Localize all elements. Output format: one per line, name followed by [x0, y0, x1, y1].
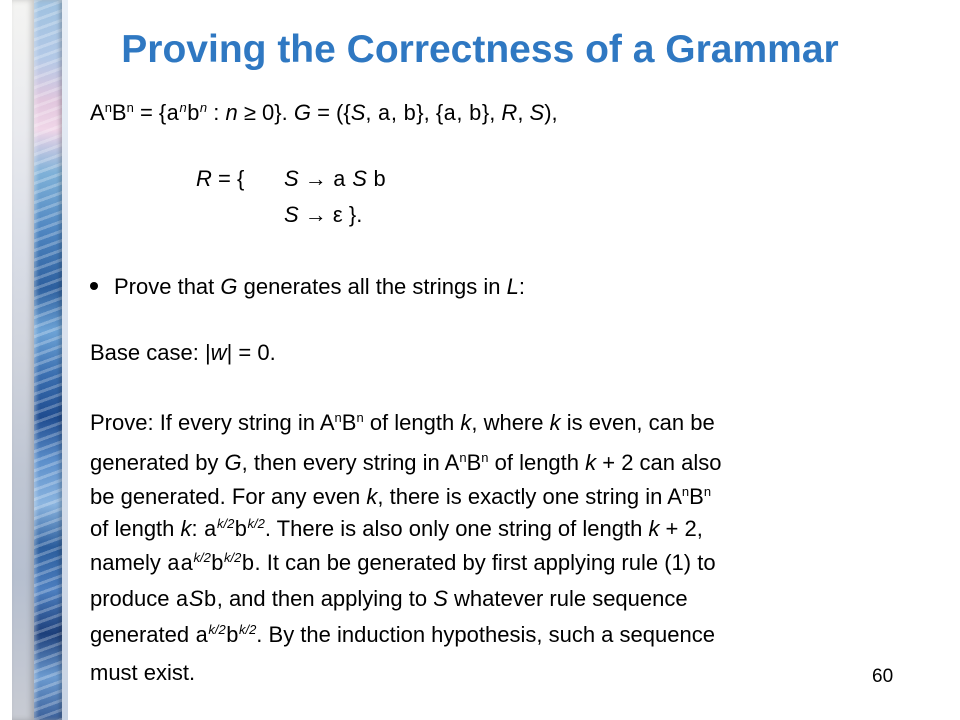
proof-line-8 — [90, 660, 195, 686]
variable: S — [529, 100, 545, 125]
text: Prove: If every string in A — [90, 410, 335, 435]
text: | = 0. — [226, 340, 276, 365]
rule-2 — [284, 202, 362, 228]
text: }, { — [416, 100, 444, 125]
superscript: k/2 — [216, 516, 235, 531]
text: B — [466, 450, 482, 475]
text: + 2, — [659, 516, 703, 541]
text: namely — [90, 550, 168, 575]
variable: G — [224, 450, 242, 475]
superscript: k/2 — [224, 550, 242, 565]
text: of length — [488, 450, 586, 475]
symbol-b: b — [203, 588, 217, 613]
variable: R — [501, 100, 518, 125]
variable: k — [460, 410, 472, 435]
text: + 2 can also — [596, 450, 722, 475]
variable: k — [366, 484, 378, 509]
symbol-b: b — [234, 518, 248, 543]
symbol-b: b — [403, 102, 417, 127]
proof-line-1 — [90, 410, 715, 436]
text: B — [111, 100, 127, 125]
variable: R — [196, 166, 212, 191]
superscript: n — [459, 450, 467, 465]
text: , there is exactly one string in A — [377, 484, 682, 509]
symbol-b: b — [241, 552, 255, 577]
proof-line-3 — [90, 484, 711, 510]
symbol-a: a — [166, 102, 180, 127]
superscript: k/2 — [193, 550, 211, 565]
variable: w — [210, 340, 227, 365]
grammar-definition-line — [90, 100, 558, 128]
text: , then every string in A — [241, 450, 460, 475]
variable: S — [346, 166, 374, 191]
symbol-a: a — [332, 168, 347, 193]
text: , where — [471, 410, 550, 435]
symbol-a: a — [443, 102, 457, 127]
symbol-b: b — [225, 624, 239, 649]
text: . There is also only one string of length — [264, 516, 649, 541]
text: }, — [481, 100, 502, 125]
bullet-icon — [90, 282, 98, 290]
superscript: n — [334, 410, 342, 425]
superscript: k/2 — [238, 622, 257, 637]
arrow: → — [298, 166, 333, 191]
decorative-stripe-pattern — [34, 0, 62, 720]
text: be generated. For any even — [90, 484, 367, 509]
superscript: n — [179, 100, 187, 115]
variable: n — [225, 100, 238, 125]
text: generated — [90, 622, 196, 647]
text: whatever rule sequence — [447, 586, 688, 611]
symbol-a: a — [377, 102, 391, 127]
variable: S — [433, 586, 448, 611]
variable: S — [284, 166, 299, 191]
symbol-a: a — [203, 518, 217, 543]
proof-line-5 — [90, 550, 716, 578]
decorative-stripe-edge — [62, 0, 68, 720]
text: = { — [133, 100, 167, 125]
variable: S — [284, 202, 299, 227]
rule-set-label — [196, 166, 244, 192]
superscript: n — [104, 100, 112, 115]
page-number: 60 — [872, 666, 894, 687]
arrow: → — [298, 202, 333, 227]
text: A — [90, 100, 105, 125]
symbol-aa: aa — [167, 552, 194, 577]
variable: k — [648, 516, 660, 541]
symbol-a: a — [175, 588, 189, 613]
text: Base case: | — [90, 340, 211, 365]
text: B — [341, 410, 357, 435]
text: . It can be generated by first applying rule (1) to — [254, 550, 716, 575]
variable: G — [220, 274, 238, 299]
variable: G — [293, 100, 311, 125]
variable: k — [585, 450, 597, 475]
rule-1 — [284, 166, 386, 194]
text: : — [207, 100, 226, 125]
symbol-a: a — [195, 624, 209, 649]
text: is even, can be — [560, 410, 715, 435]
text: produce — [90, 586, 176, 611]
text: of length — [90, 516, 181, 541]
variable: L — [506, 274, 519, 299]
text: : — [518, 274, 525, 299]
text: generates all the strings in — [237, 274, 507, 299]
superscript: n — [681, 484, 690, 499]
proof-line-6 — [90, 586, 688, 614]
bullet-point — [90, 274, 525, 300]
symbol-b: b — [468, 102, 482, 127]
text: . By the induction hypothesis, such a sequence — [256, 622, 715, 647]
text: : — [191, 516, 204, 541]
superscript: n — [126, 100, 134, 115]
text: = { — [211, 166, 245, 191]
text: must exist. — [90, 660, 196, 685]
text: ≥ 0}. — [237, 100, 294, 125]
text: ), — [544, 100, 558, 125]
superscript: n — [703, 484, 712, 499]
text: }. — [342, 202, 363, 227]
text: generated by — [90, 450, 225, 475]
variable: k — [549, 410, 561, 435]
slide-title: Proving the Correctness of a Grammar — [121, 28, 839, 71]
superscript: n — [356, 410, 364, 425]
variable: k — [180, 516, 192, 541]
superscript: k/2 — [208, 622, 226, 637]
text: , — [517, 100, 530, 125]
variable: S — [188, 586, 204, 611]
text: , and then applying to — [216, 586, 434, 611]
proof-line-2 — [90, 450, 722, 476]
proof-line-4 — [90, 516, 703, 544]
variable: S — [350, 100, 366, 125]
text: of length — [363, 410, 461, 435]
superscript: k/2 — [247, 516, 265, 531]
symbol-b: b — [373, 168, 387, 193]
text: , — [390, 100, 404, 125]
text: Prove that — [114, 274, 221, 299]
superscript: n — [199, 100, 208, 115]
proof-line-7 — [90, 622, 715, 650]
symbol-b: b — [210, 552, 224, 577]
text: B — [689, 484, 704, 509]
decorative-stripe-light — [12, 0, 34, 720]
epsilon: ε — [332, 202, 343, 227]
text: , — [365, 100, 378, 125]
superscript: n — [481, 450, 489, 465]
symbol-b: b — [186, 102, 200, 127]
text: , — [456, 100, 469, 125]
base-case — [90, 340, 276, 366]
text: = ({ — [310, 100, 351, 125]
